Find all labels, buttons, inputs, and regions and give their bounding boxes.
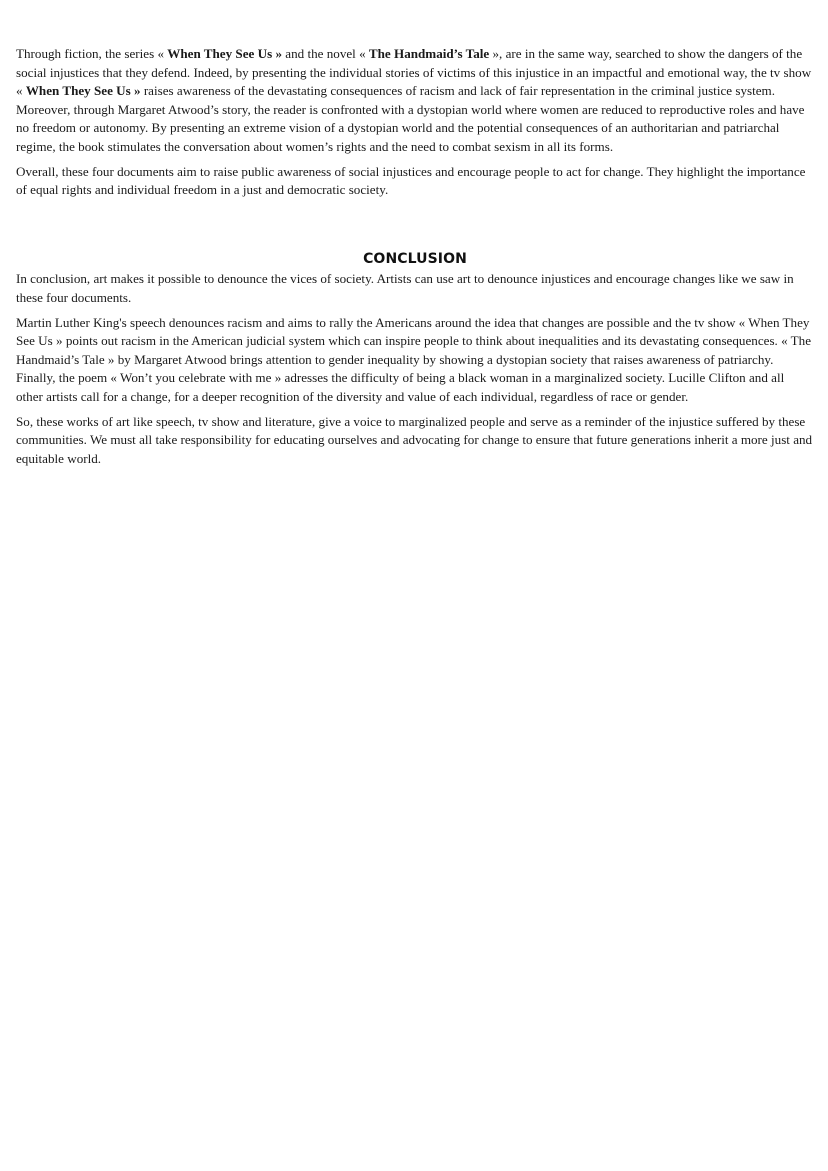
intro-p1-text-c: and the novel « [282, 46, 369, 61]
intro-p1-text-g: raises awareness of the devastating consequences of racism and lack of fair representation in the criminal justice system. Moreover, through Margaret Atwood’s story, the reader is confronted with a dystopian world where women are reduced to reproductive roles and have no freedom or autonomy. By presenting an extreme vision of a dystopian world and the potential consequences of an authoritarian and patriarchal regime, the book stimulates the conversation about women’s rights and the need to combat sexism in all its forms. [16, 83, 805, 154]
intro-paragraph-2: Overall, these four documents aim to raise public awareness of social injustices and encourage people to act for change. They highlight the importance of equal rights and individual freedom in a just and democratic society. [16, 163, 806, 198]
document-page [16, 45, 814, 474]
conclusion-paragraph-3: So, these works of art like speech, tv show and literature, give a voice to marginalized people and serve as a reminder of the injustice suffered by these communities. We must all take responsibility for educating ourselves and advocating for change to ensure that future generations inherit a more just and equitable world. [16, 413, 813, 466]
conclusion-paragraph-2: Martin Luther King's speech denounces racism and aims to rally the Americans around the idea that changes are possible and the tv show « When They See Us » points out racism in the American judicial system which can inspire people to think about inequalities and its devastating consequences. « The Handmaid’s Tale » by Margaret Atwood brings attention to gender inequality by showing a dystopian society that raises awareness of patriarchy. Finally, the poem « Won’t you celebrate with me » adresses the difficulty of being a black woman in a marginalized society. Lucille Clifton and all other artists call for a change, for a deeper recognition of the diversity and value of each individual, regardless of race or gender. [16, 314, 812, 404]
intro-p1-title-when-they-see-us: When They See Us » [167, 46, 282, 61]
intro-p1-title-handmaids-tale: The Handmaid’s Tale [368, 46, 490, 61]
intro-p1-text-e: », are in the same way, searched to show the dangers of the social injustices that they defend. Indeed, by presenting the individual stories of victims of this injustice in an impactful and emotional way, the tv show « [16, 46, 812, 99]
conclusion-paragraph-1: In conclusion, art makes it possible to denounce the vices of society. Artists can use art to denounce injustices and encourage changes like we saw in these four documents. [16, 271, 794, 305]
conclusion-heading: CONCLUSION [363, 250, 467, 267]
intro-p1-text-a: Through fiction, the series « [16, 46, 168, 61]
intro-paragraph-1 [16, 45, 814, 157]
intro-p1-title-when-they-see-us-2: When They See Us » [25, 83, 141, 99]
